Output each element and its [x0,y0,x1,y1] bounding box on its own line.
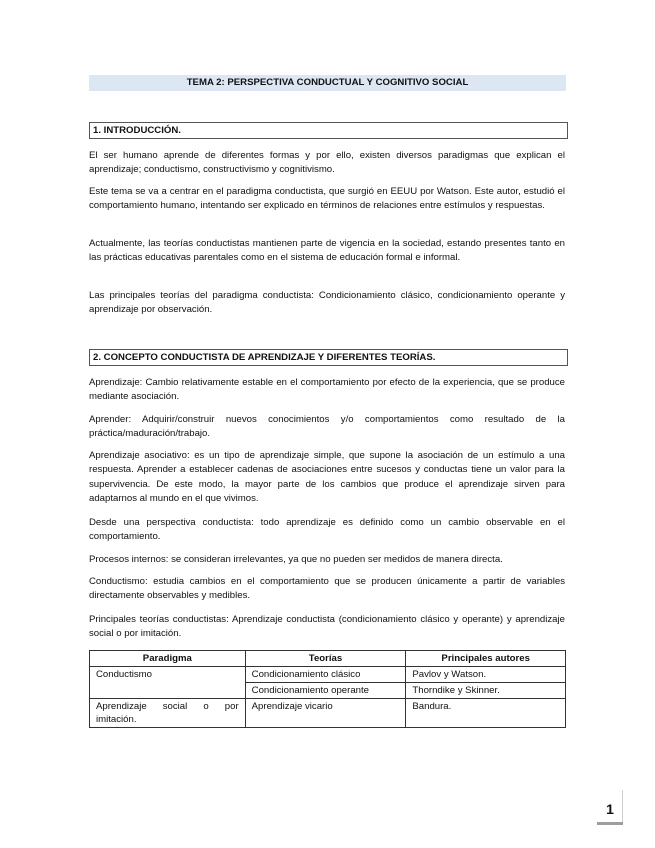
page-number: 1 [606,801,614,817]
section-heading-concepto: 2. CONCEPTO CONDUCTISTA DE APRENDIZAJE Y DIFERENTES TEORÍAS. [89,349,568,366]
page-number-underline [597,822,623,825]
cell-paradigm: Conductismo [90,667,246,699]
cell-authors: Pavlov y Watson. [406,667,566,683]
theories-table [89,650,566,728]
cell-theory: Condicionamiento operante [245,683,406,699]
cell-authors: Bandura. [406,699,566,728]
table-header-row [90,651,566,667]
paragraph: Procesos internos: se consideran irrelevantes, ya que no pueden ser medidos de manera directa. [89,554,503,565]
paragraph: Actualmente, las teorías conductistas mantienen parte de vigencia en la sociedad, estando presentes tanto en las prácticas educativas parentales como en el sistema de educación formal e informal. [89,238,565,264]
table-row [90,699,566,728]
section-heading-introduccion: 1. INTRODUCCIÓN. [89,122,568,139]
paragraph: El ser humano aprende de diferentes formas y por ello, existen diversos paradigmas que explican el aprendizaje; conductismo, constructivismo y cognitivismo. [89,150,565,176]
paragraph: Este tema se va a centrar en el paradigma conductista, que surgió en EEUU por Watson. Este autor, estudió el comportamiento humano, intentando ser explicado en términos de relaciones entre estímulos y respuestas. [89,186,565,212]
cell-theory: Aprendizaje vicario [245,699,406,728]
paragraph: Desde una perspectiva conductista: todo aprendizaje es definido como un cambio observable en el comportamiento. [89,517,565,543]
paragraph: Conductismo: estudia cambios en el comportamiento que se producen únicamente a partir de variables directamente observables y medibles. [89,576,565,602]
table-row [90,667,566,683]
cell-authors: Thorndike y Skinner. [406,683,566,699]
paragraph: Aprendizaje: Cambio relativamente estable en el comportamiento por efecto de la experiencia, que se produce mediante asociación. [89,377,565,403]
column-header-paradigma: Paradigma [90,651,246,667]
cell-theory: Condicionamiento clásico [245,667,406,683]
paragraph: Aprender: Adquirir/construir nuevos conocimientos y/o comportamientos como resultado de la práctica/maduración/trabajo. [89,414,565,440]
page-title: TEMA 2: PERSPECTIVA CONDUCTUAL Y COGNITIVO SOCIAL [89,75,566,91]
cell-paradigm: Aprendizaje social o por imitación. [90,699,246,728]
paragraph: Aprendizaje asociativo: es un tipo de aprendizaje simple, que supone la asociación de un estímulo a una respuesta. Aprender a establecer cadenas de asociaciones entre sucesos y conductas tiene un valor para la supervivencia. De este modo, la mayor parte de los cambios que produce el aprendizaje sirven para adaptarnos al mundo en el que vivimos. [89,450,565,505]
paragraph: Principales teorías conductistas: Aprendizaje conductista (condicionamiento clásico y operante) y aprendizaje social o por imitación. [89,614,565,640]
paragraph: Las principales teorías del paradigma conductista: Condicionamiento clásico, condicionamiento operante y aprendizaje por observación. [89,290,565,316]
column-header-autores: Principales autores [406,651,566,667]
column-header-teorias: Teorías [245,651,406,667]
